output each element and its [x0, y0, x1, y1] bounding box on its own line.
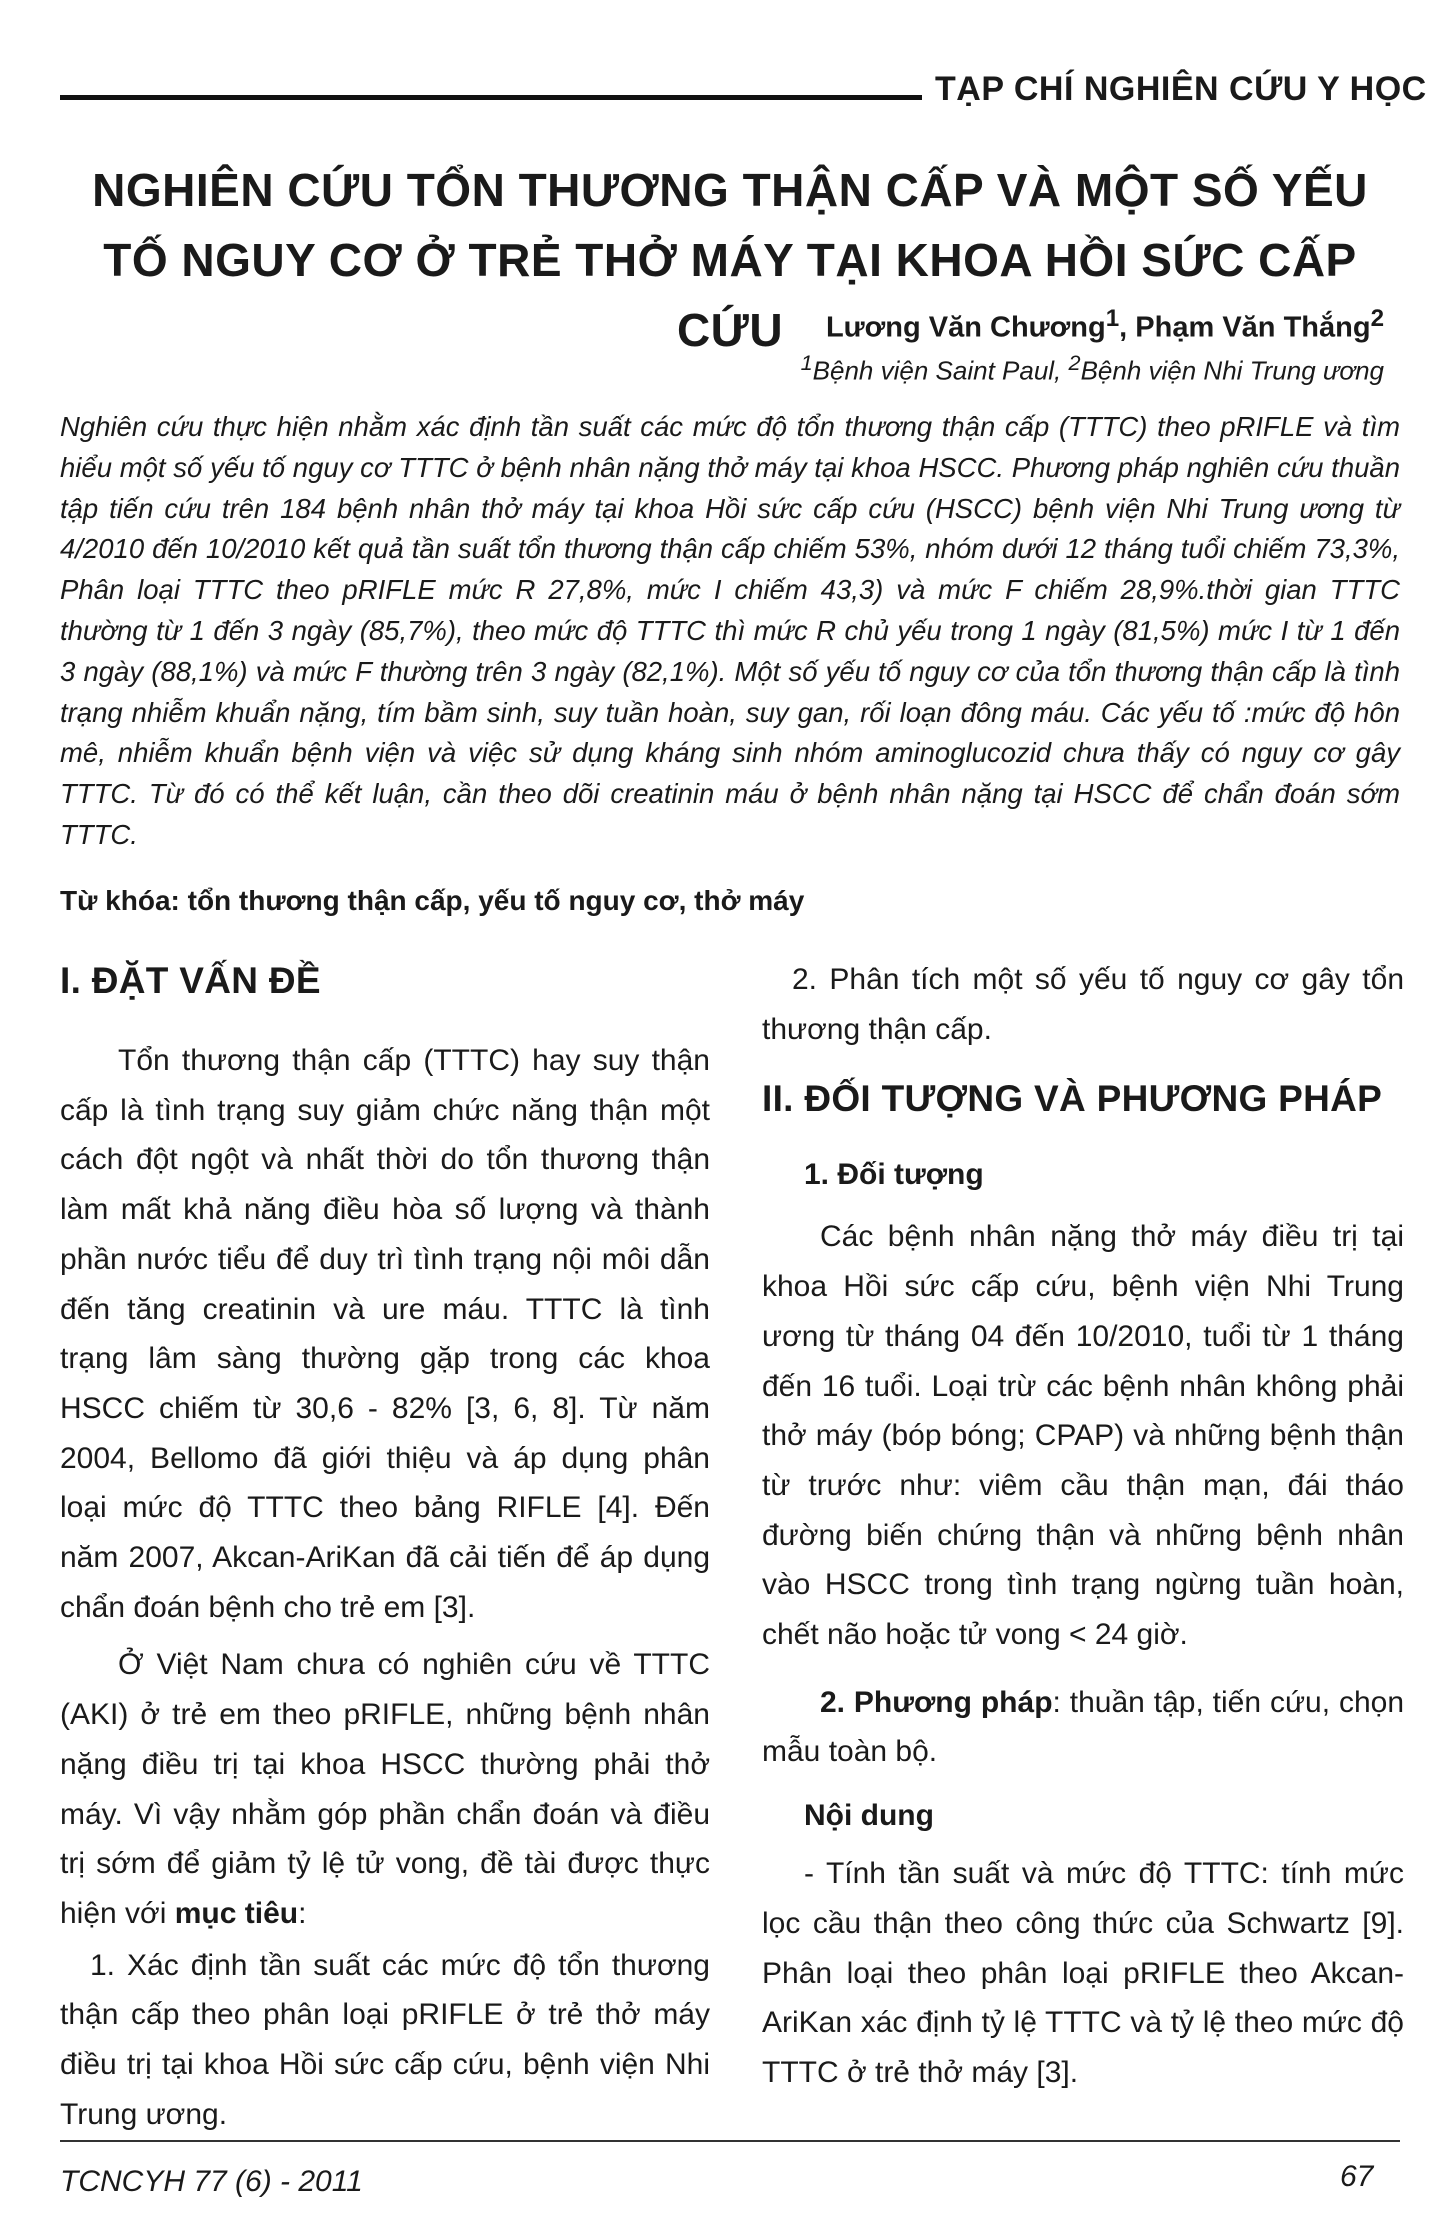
author-line [826, 305, 1384, 345]
affiliation-2: Bệnh viện Nhi Trung ương [1080, 355, 1384, 386]
footer-rule [60, 2140, 1400, 2142]
keywords: Từ khóa: tổn thương thận cấp, yếu tố nguy cơ, thở máy [60, 885, 805, 916]
intro-paragraph: Tổn thương thận cấp (TTTC) hay suy thận cấp là tình trạng suy giảm chức năng thận một cách đột ngột và nhất thời do tổn thương thận làm mất khả năng điều hòa số lượng và thành phần nước tiểu để duy trì tình trạng nội môi dẫn đến tăng creatinin và ure máu. TTTC là tình trạng lâm sàng thường gặp trong các khoa HSCC chiếm từ 30,6 - 82% [3, 6, 8]. Từ năm 2004, Bellomo đã giới thiệu và áp dụng phân loại mức độ TTTC theo bảng RIFLE [4]. Đến năm 2007, Akcan-AriKan đã cải tiến để áp dụng chẩn đoán bệnh cho trẻ em [3]. [60, 1044, 710, 1624]
objective-colon: : [298, 1896, 307, 1930]
section-2-heading: II. ĐỐI TƯỢNG VÀ PHƯƠNG PHÁP [762, 1078, 1383, 1120]
left-column [60, 960, 710, 2139]
journal-issue: TCNCYH 77 (6) - 2011 [60, 2165, 363, 2198]
author-2-superscript: 2 [1370, 305, 1384, 332]
author-2: Phạm Văn Thắng [1135, 311, 1371, 344]
author-separator: , [1119, 311, 1136, 344]
objective-2: 2. Phân tích một số yếu tố nguy cơ gây tổn thương thận cấp. [762, 963, 1404, 1046]
content-paragraph: - Tính tần suất và mức độ TTTC: tính mức lọc cầu thận theo công thức của Schwartz [9]. Phân loại theo phân loại pRIFLE theo Akcan-AriKan xác định tỷ lệ TTTC và tỷ lệ theo mức độ TTTC ở trẻ thở máy [3]. [762, 1857, 1404, 2089]
objective-label: mục tiêu [174, 1896, 299, 1930]
header-rule [60, 95, 922, 100]
affiliation-2-superscript: 2 [1068, 350, 1081, 375]
abstract: Nghiên cứu thực hiện nhằm xác định tần suất các mức độ tổn thương thận cấp (TTTC) theo pRIFLE và tìm hiểu một số yếu tố nguy cơ TTTC ở bệnh nhân nặng thở máy tại khoa HSCC. Phương pháp nghiên cứu thuần tập tiến cứu trên 184 bệnh nhân thở máy tại khoa Hồi sức cấp cứu (HSCC) bệnh viện Nhi Trung ương từ 4/2010 đến 10/2010 kết quả tần suất tổn thương thận cấp chiếm 53%, nhóm dưới 12 tháng tuổi chiếm 73,3%, Phân loại TTTC theo pRIFLE mức R 27,8%, mức I chiếm 43,3) và mức F chiếm 28,9%.thời gian TTTC thường từ 1 đến 3 ngày (85,7%), theo mức độ TTTC thì mức R chủ yếu trong 1 ngày (81,5%) mức I từ 1 đến 3 ngày (88,1%) và mức F thường trên 3 ngày (82,1%). Một số yếu tố nguy cơ của tổn thương thận cấp là tình trạng nhiễm khuẩn nặng, tím bầm sinh, suy tuần hoàn, suy gan, rối loạn đông máu. Các yếu tố :mức độ hôn mê, nhiễm khuẩn bệnh viện và việc sử dụng kháng sinh nhóm aminoglucozid chưa thấy có nguy cơ gây TTTC. Từ đó có thể kết luận, cần theo dõi creatinin máu ở bệnh nhân nặng tại HSCC để chẩn đoán sớm TTTC. [60, 411, 1400, 850]
objective-1: 1. Xác định tần suất các mức độ tổn thương thận cấp theo phân loại pRIFLE ở trẻ thở máy điều trị tại khoa Hồi sức cấp cứu, bệnh viện Nhi Trung ương. [60, 1948, 710, 2131]
subjects-paragraph: Các bệnh nhân nặng thở máy điều trị tại khoa Hồi sức cấp cứu, bệnh viện Nhi Trung ương từ tháng 04 đến 10/2010, tuổi từ 1 tháng đến 16 tuổi. Loại trừ các bệnh nhân không phải thở máy (bóp bóng; CPAP) và những bệnh thận từ trước như: viêm cầu thận mạn, đái tháo đường biến chứng thận và những bệnh nhân vào HSCC trong tình trạng ngừng tuần hoàn, chết não hoặc tử vong < 24 giờ. [762, 1220, 1404, 1652]
right-column [762, 955, 1404, 2098]
subsection-content-heading: Nội dung [804, 1799, 934, 1833]
affiliation-1-superscript: 1 [800, 350, 813, 375]
journal-name: TẠP CHÍ NGHIÊN CỨU Y HỌC [935, 70, 1427, 108]
section-1-heading: I. ĐẶT VẤN ĐỀ [60, 960, 321, 1001]
method-paragraph [762, 1678, 1404, 1777]
context-text: Ở Việt Nam chưa có nghiên cứu về TTTC (AKI) ở trẻ em theo pRIFLE, những bệnh nhân nặng điều trị tại khoa HSCC thường phải thở máy. Vì vậy nhằm góp phần chẩn đoán và điều trị sớm để giảm tỷ lệ tử vong, đề tài được thực hiện với [60, 1648, 710, 1930]
subsection-subjects-heading: 1. Đối tượng [804, 1158, 984, 1192]
context-paragraph [60, 1640, 710, 1938]
page-number: 67 [1340, 2160, 1374, 2193]
affiliation-1: Bệnh viện Saint Paul, [812, 355, 1069, 386]
affiliation-line [801, 350, 1384, 387]
method-text: : thuần tập, tiến cứu, chọn mẫu toàn bộ. [762, 1685, 1405, 1769]
author-1-superscript: 1 [1105, 305, 1120, 332]
author-1: Lương Văn Chương [825, 311, 1106, 344]
article-title: NGHIÊN CỨU TỔN THƯƠNG THẬN CẤP VÀ MỘT SỐ YẾU TỐ NGUY CƠ Ở TRẺ THỞ MÁY TẠI KHOA HỒI SỨC CẤP CỨU [92, 164, 1368, 356]
method-label: 2. Phương pháp [820, 1685, 1053, 1719]
